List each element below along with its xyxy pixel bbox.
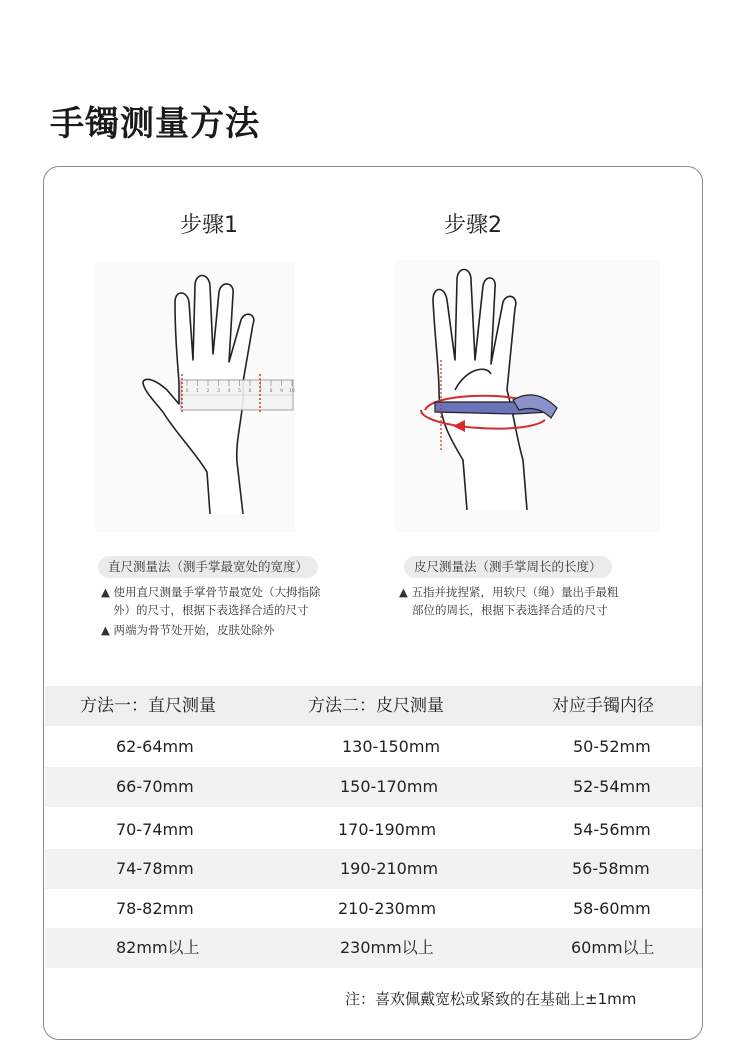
ruler-tick-label: 2 — [206, 389, 210, 394]
ruler-tick-label: 6 — [248, 389, 252, 394]
table-row — [45, 849, 702, 889]
cell-diameter: 52-54mm — [573, 777, 651, 796]
ruler-tick-label: 8 — [269, 389, 273, 394]
hand-ruler-icon — [95, 262, 295, 532]
page-title: 手镯测量方法 — [50, 104, 260, 144]
size-table-header — [45, 686, 702, 726]
ruler-tick-label: 0 — [185, 389, 189, 394]
cell-ruler: 62-64mm — [116, 737, 194, 756]
cell-diameter: 56-58mm — [572, 859, 650, 878]
header-method-ruler: 方法一：直尺测量 — [80, 696, 216, 716]
step1-method-badge: 直尺测量法（测手掌最宽处的宽度） — [98, 556, 318, 578]
step1-note-3: ▲ 两端为骨节处开始，皮肤处除外 — [101, 623, 275, 637]
cell-tape: 150-170mm — [340, 777, 439, 796]
step1-illustration — [95, 262, 295, 532]
step2-note-1: ▲ 五指并拢捏紧，用软尺（绳）量出手最粗 — [399, 585, 619, 599]
table-row — [45, 810, 702, 850]
cell-tape: 170-190mm — [338, 820, 437, 839]
cell-tape: 230mm以上 — [340, 938, 434, 957]
ruler-tick-label: 5 — [238, 389, 241, 394]
cell-tape: 130-150mm — [342, 737, 441, 756]
table-row — [45, 889, 702, 929]
header-inner-diameter: 对应手镯内径 — [552, 696, 654, 716]
table-row — [45, 727, 702, 767]
cell-ruler: 70-74mm — [116, 820, 194, 839]
cell-ruler: 78-82mm — [116, 899, 194, 918]
cell-tape: 210-230mm — [338, 899, 437, 918]
hand-tape-icon — [395, 260, 660, 532]
step2-title: 步骤2 — [444, 213, 502, 238]
cell-ruler: 66-70mm — [116, 777, 194, 796]
header-method-tape: 方法二：皮尺测量 — [308, 696, 444, 716]
footnote: 注：喜欢佩戴宽松或紧致的在基础上±1mm — [345, 990, 637, 1008]
ruler-tick-label: 9 — [280, 389, 283, 394]
cell-diameter: 60mm以上 — [571, 938, 655, 957]
cell-tape: 190-210mm — [340, 859, 439, 878]
step2-illustration — [395, 260, 660, 532]
ruler-tick-label: 4 — [227, 389, 231, 394]
cell-diameter: 50-52mm — [573, 737, 651, 756]
step2-method-badge: 皮尺测量法（测手掌周长的长度） — [404, 556, 612, 578]
cell-diameter: 58-60mm — [573, 899, 651, 918]
step1-note-1: ▲ 使用直尺测量手掌骨节最宽处（大拇指除 — [101, 585, 321, 599]
table-row — [45, 767, 702, 807]
step1-title: 步骤1 — [180, 213, 238, 238]
ruler-tick-label: 10 — [289, 389, 295, 394]
cell-ruler: 82mm以上 — [116, 938, 200, 957]
cell-diameter: 54-56mm — [573, 820, 651, 839]
table-row — [45, 928, 702, 968]
cell-ruler: 74-78mm — [116, 859, 194, 878]
ruler-tick-label: 7 — [259, 389, 262, 394]
ruler-tick-label: 1 — [196, 389, 199, 394]
ruler-tick-label: 3 — [217, 389, 220, 394]
step1-note-2: 外）的尺寸，根据下表选择合适的尺寸 — [113, 603, 309, 617]
step2-note-2: 部位的周长，根据下表选择合适的尺寸 — [412, 603, 608, 617]
